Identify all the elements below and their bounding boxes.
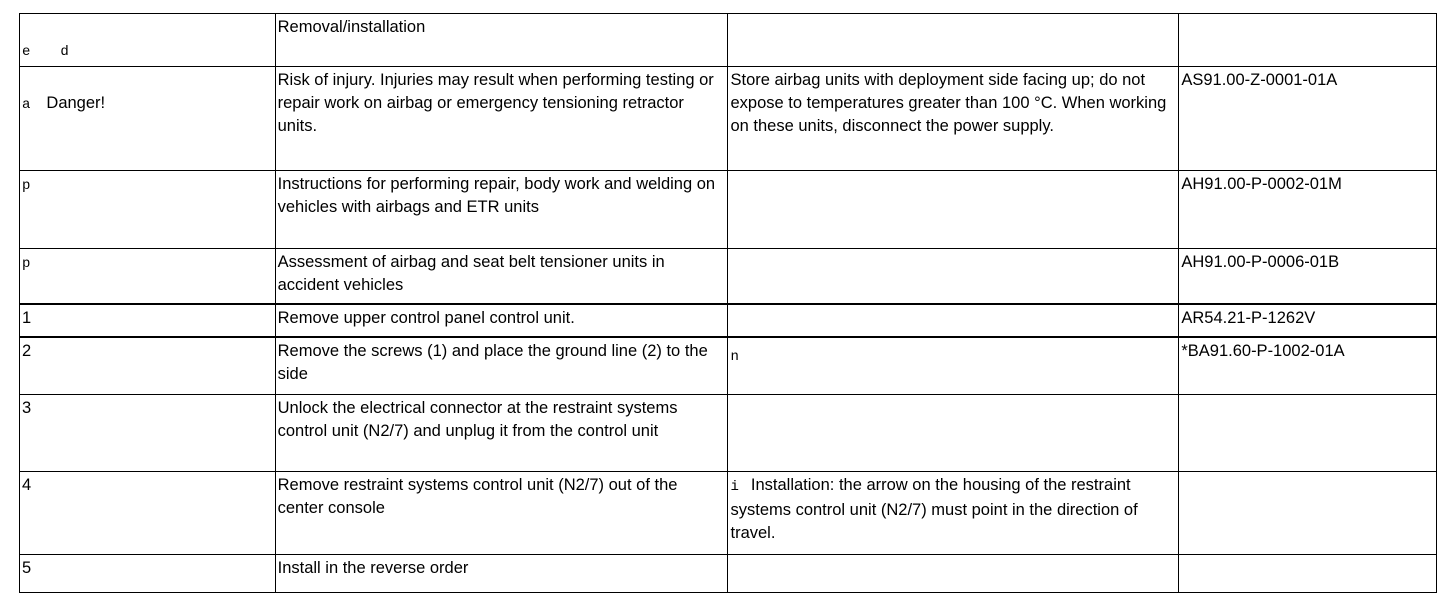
table-row xyxy=(20,395,1437,472)
header-empty-cell xyxy=(728,14,1179,67)
row-description-cell xyxy=(275,67,728,171)
table-row xyxy=(20,67,1437,171)
row-reference-cell xyxy=(1179,67,1437,171)
row-reference-cell xyxy=(1179,171,1437,249)
procedure-symbol: p xyxy=(22,256,31,272)
step-number: 4 xyxy=(22,476,32,494)
table-row xyxy=(20,472,1437,555)
document-reference: AR54.21-P-1262V xyxy=(1181,308,1316,327)
row-description-cell xyxy=(275,472,728,555)
step-number: 3 xyxy=(22,399,32,417)
row-label-cell xyxy=(20,171,276,249)
row-description-cell xyxy=(275,555,728,593)
table-header-row xyxy=(20,14,1437,67)
row-note: Store airbag units with deployment side facing up; do not expose to temperatures greater than 100 °C. When working on these units, disconnect the power supply. xyxy=(730,71,1167,135)
row-description-cell xyxy=(275,249,728,304)
row-note-cell xyxy=(728,304,1179,337)
row-reference-cell xyxy=(1179,304,1437,337)
procedure-table xyxy=(19,13,1437,593)
row-note: Installation: the arrow on the housing of the restraint systems control unit (N2/7) must point in the direction of travel. xyxy=(730,476,1138,542)
row-reference-cell xyxy=(1179,249,1437,304)
row-note-cell xyxy=(728,171,1179,249)
procedure-symbol: p xyxy=(22,178,31,194)
table-row xyxy=(20,555,1437,593)
row-description: Remove upper control panel control unit. xyxy=(277,308,575,327)
step-number-cell xyxy=(20,337,276,395)
row-reference-cell xyxy=(1179,472,1437,555)
step-number: 1 xyxy=(22,308,32,327)
note-symbol: n xyxy=(730,348,739,365)
section-title: Removal/installation xyxy=(277,18,426,36)
row-description: Install in the reverse order xyxy=(277,559,469,577)
header-symbol-cell xyxy=(20,14,276,67)
step-number: 2 xyxy=(22,341,32,360)
info-symbol: i xyxy=(730,479,739,495)
row-description: Instructions for performing repair, body work and welding on vehicles with airbags and ETR units xyxy=(277,175,716,216)
row-description: Risk of injury. Injuries may result when performing testing or repair work on airbag or emergency tensioning retractor units. xyxy=(277,71,714,135)
header-d-symbol: d xyxy=(60,44,69,60)
row-description-cell xyxy=(275,171,728,249)
step-number-cell xyxy=(20,304,276,337)
row-reference-cell xyxy=(1179,337,1437,395)
row-note-cell xyxy=(728,395,1179,472)
document-reference: *BA91.60-P-1002-01A xyxy=(1181,341,1345,360)
row-description-cell xyxy=(275,395,728,472)
danger-label: Danger! xyxy=(46,94,106,112)
row-label-cell xyxy=(20,249,276,304)
row-reference-cell xyxy=(1179,395,1437,472)
header-title-cell xyxy=(275,14,728,67)
row-description: Unlock the electrical connector at the restraint systems control unit (N2/7) and unplug it from the control unit xyxy=(277,399,678,440)
header-empty-cell xyxy=(1179,14,1437,67)
row-description: Remove the screws (1) and place the ground line (2) to the side xyxy=(277,341,708,383)
table-row xyxy=(20,249,1437,304)
row-description-cell xyxy=(275,337,728,395)
header-e-symbol: e xyxy=(22,44,31,60)
row-reference-cell xyxy=(1179,555,1437,593)
table-row xyxy=(20,171,1437,249)
step-number-cell xyxy=(20,472,276,555)
document-reference: AH91.00-P-0002-01M xyxy=(1181,175,1342,193)
danger-symbol: a xyxy=(22,97,31,113)
row-description: Assessment of airbag and seat belt tensioner units in accident vehicles xyxy=(277,253,665,294)
step-number: 5 xyxy=(22,559,32,577)
document-reference: AS91.00-Z-0001-01A xyxy=(1181,71,1338,89)
row-label-cell xyxy=(20,67,276,171)
table-row xyxy=(20,304,1437,337)
row-note-cell xyxy=(728,249,1179,304)
row-note-cell xyxy=(728,472,1179,555)
row-description: Remove restraint systems control unit (N2/7) out of the center console xyxy=(277,476,678,517)
table-row xyxy=(20,337,1437,395)
row-note-cell xyxy=(728,67,1179,171)
step-number-cell xyxy=(20,555,276,593)
row-note-cell xyxy=(728,337,1179,395)
step-number-cell xyxy=(20,395,276,472)
row-description-cell xyxy=(275,304,728,337)
document-reference: AH91.00-P-0006-01B xyxy=(1181,253,1340,271)
row-note-cell xyxy=(728,555,1179,593)
